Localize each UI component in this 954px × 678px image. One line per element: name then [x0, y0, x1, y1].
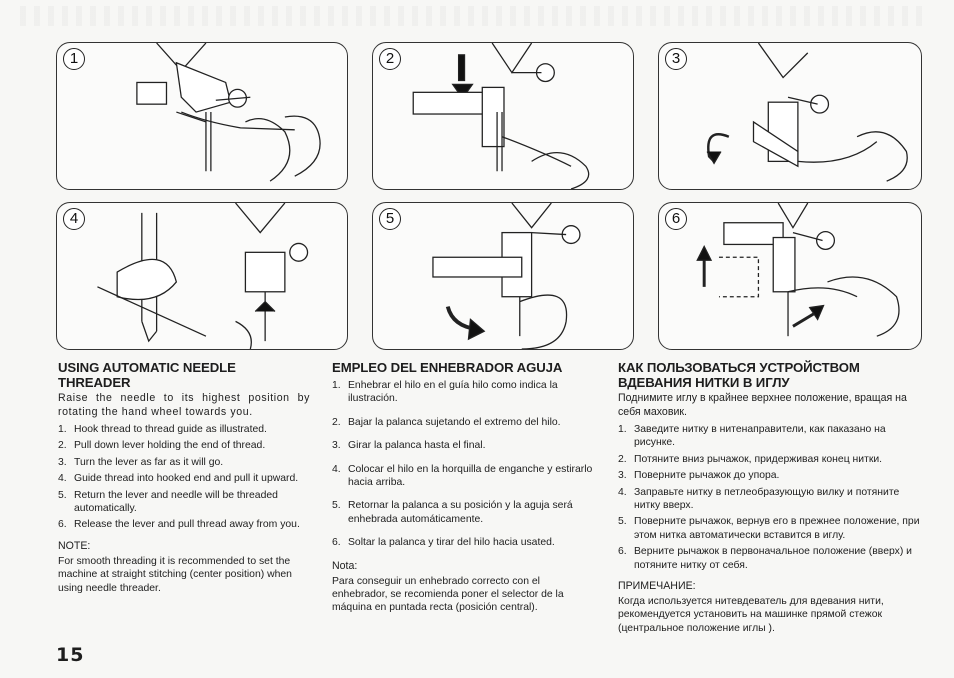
hooked-end-thread-illustration [57, 203, 347, 349]
pull-down-lever-illustration [373, 43, 633, 189]
list-item: 4. Colocar el hilo en la horquilla de enganche y estirarlo hacia arriba. [332, 463, 593, 489]
release-lever-pull-thread-illustration [659, 203, 921, 349]
panel-number-2: 2 [379, 48, 401, 70]
list-item: 4. Заправьте нитку в петлеобразующую вилку и потяните нитку вверх. [618, 486, 900, 512]
illustration-panel-3 [658, 42, 922, 190]
turn-lever-illustration [659, 43, 921, 189]
russian-steps [618, 423, 922, 572]
list-item: 1. Hook thread to thread guide as illustrated. [58, 424, 267, 435]
english-note-heading: NOTE: [58, 539, 91, 552]
scan-header-noise [20, 6, 930, 26]
list-item: 3. Поверните рычажок до упора. [618, 470, 780, 482]
list-item: 5. Return the lever and needle will be threaded automatically. [58, 489, 278, 515]
hook-thread-guide-illustration [57, 43, 347, 189]
english-note: For smooth threading it is recommended to set the machine at straight stitching (center position) when using needle threader. [58, 555, 292, 594]
panel-number-3: 3 [665, 48, 687, 70]
list-item: 5. Поверните рычажок, вернув его в прежнее положение, при этом нитка автоматически вставится в иглу. [618, 516, 920, 541]
list-item: 5. Retornar la palanca a su posición y la aguja será enhebrada automáticamente. [332, 500, 573, 525]
russian-title: КАК ПОЛЬЗОВАТЬСЯ УСТРОЙСТВОМ ВДЕВАНИЯ НИТКИ В ИГЛУ [618, 360, 860, 390]
panel-number-6: 6 [665, 208, 687, 230]
list-item: 4. Guide thread into hooked end and pull it upward. [58, 473, 299, 485]
english-steps [58, 423, 310, 532]
list-item: 3. Girar la palanca hasta el final. [332, 440, 486, 452]
english-intro: Raise the needle to its highest position by rotating the hand wheel towards you. [58, 392, 310, 418]
list-item: 2. Bajar la palanca sujetando el extremo del hilo. [332, 416, 561, 428]
spanish-steps [332, 379, 596, 550]
illustration-panel-1 [56, 42, 348, 190]
russian-section [618, 360, 922, 635]
list-item: 6. Верните рычажок в первоначальное положение (вверх) и потяните нитку от себя. [618, 546, 912, 571]
spanish-section [332, 360, 596, 615]
list-item: 1. Заведите нитку в нитенаправители, как паказано на рисунке. [618, 424, 886, 449]
panel-number-1: 1 [63, 48, 85, 70]
spanish-title: EMPLEO DEL ENHEBRADOR AGUJA [332, 360, 563, 375]
english-title: USING AUTOMATIC NEEDLE THREADER [58, 360, 236, 390]
panel-number-4: 4 [63, 208, 85, 230]
list-item: 6. Soltar la palanca y tirar del hilo hacia usated. [332, 537, 555, 549]
illustration-panel-4 [56, 202, 348, 350]
russian-intro: Поднимите иглу в крайнее верхнее положение, вращая на себя маховик. [618, 392, 907, 418]
panel-number-5: 5 [379, 208, 401, 230]
english-section [58, 360, 310, 595]
return-lever-illustration [373, 203, 633, 349]
list-item: 2. Потяните вниз рычажок, придерживая конец нитки. [618, 453, 883, 465]
list-item: 3. Turn the lever as far as it will go. [58, 456, 224, 468]
russian-note-heading: ПРИМЕЧАНИЕ: [618, 580, 696, 593]
list-item: 2. Pull down lever holding the end of thread. [58, 440, 266, 452]
spanish-note: Para conseguir un enhebrado correcto con el enhebrador, se recomienda poner el selector de la máquina en puntada recta (posición central). [332, 575, 564, 614]
illustration-panel-2 [372, 42, 634, 190]
russian-note: Когда используется нитевдеватель для вдевания нити, рекомендуется установить на машинке прямой стежок (центральное положение иглы ). [618, 596, 884, 634]
illustration-panel-6 [658, 202, 922, 350]
list-item: 1. Enhebrar el hilo en el guía hilo como indica la ilustración. [332, 380, 558, 405]
page-number: 15 [56, 644, 85, 666]
spanish-note-heading: Nota: [332, 559, 358, 572]
illustration-panel-5 [372, 202, 634, 350]
list-item: 6. Release the lever and pull thread away from you. [58, 519, 300, 531]
